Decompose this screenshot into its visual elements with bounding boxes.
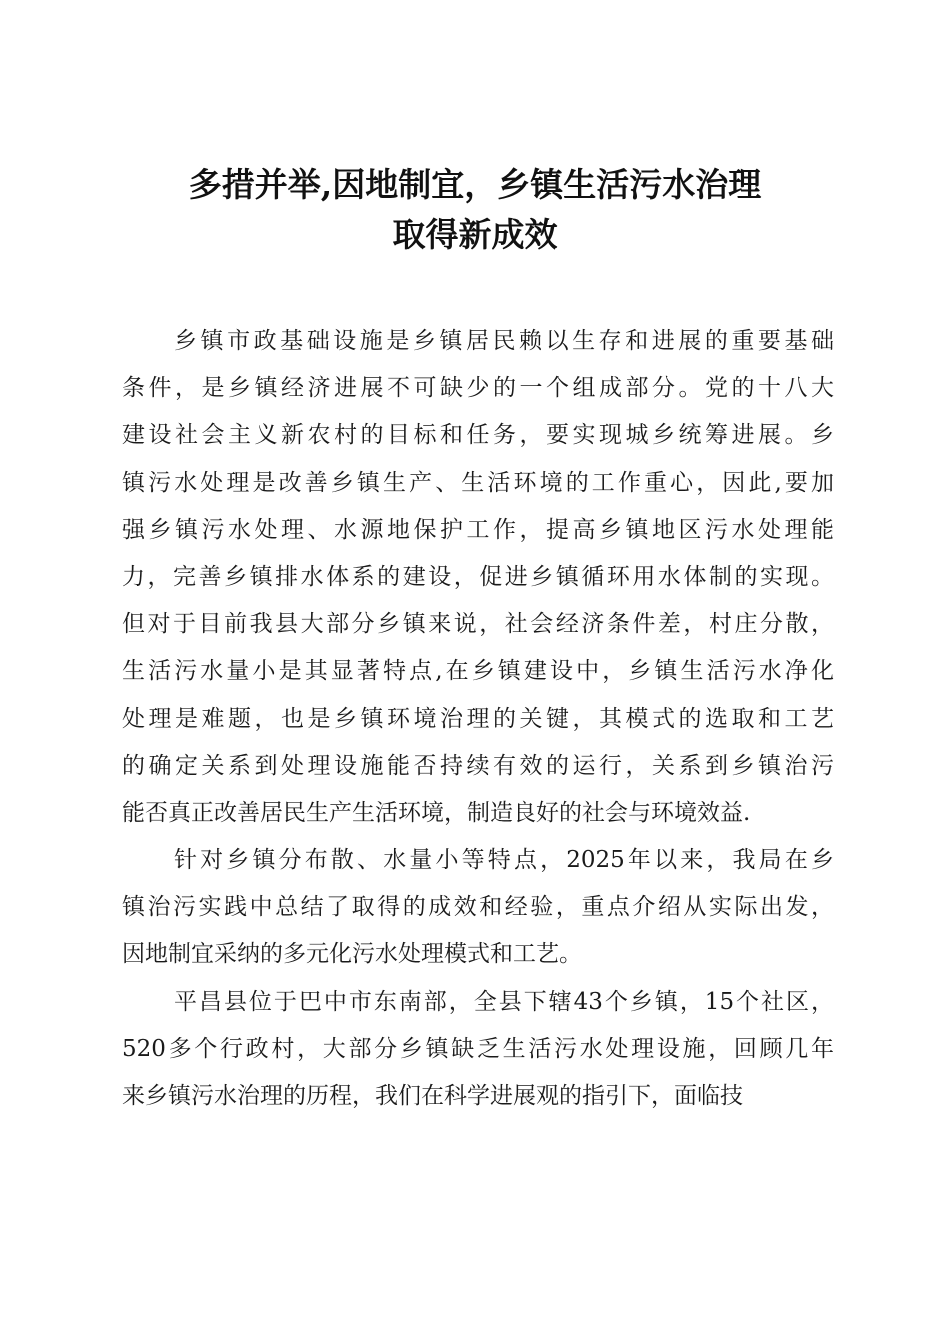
paragraph-line: 镇治污实践中总结了取得的成效和经验，重点介绍从实际出发， — [122, 894, 834, 921]
title-line-2: 取得新成效 — [392, 215, 558, 254]
document-title — [0, 160, 950, 260]
paragraph-line: 的确定关系到处理设施能否持续有效的运行，关系到乡镇治污 — [122, 752, 834, 779]
paragraph-line: 来乡镇污水治理的历程，我们在科学进展观的指引下，面临技 — [122, 1083, 743, 1109]
paragraph-1 — [122, 318, 834, 837]
paragraph-line: 因地制宜采纳的多元化污水处理模式和工艺。 — [122, 941, 582, 968]
paragraph-line: 能否真正改善居民生产生活环境，制造良好的社会与环境效益. — [122, 799, 751, 826]
paragraph-line: 镇污水处理是改善乡镇生产、生活环境的工作重心，因此,要加 — [122, 469, 834, 496]
paragraph-3 — [122, 979, 834, 1121]
paragraph-line: 520多个行政村，大部分乡镇缺乏生活污水处理设施，回顾几年 — [122, 1035, 834, 1062]
paragraph-line: 建设社会主义新农村的目标和任务，要实现城乡统筹进展。乡 — [122, 422, 834, 449]
paragraph-line: 平昌县位于巴中市东南部，全县下辖43个乡镇，15个社区， — [174, 988, 834, 1015]
document-body — [122, 318, 834, 1120]
paragraph-line: 力，完善乡镇排水体系的建设，促进乡镇循环用水体制的实现。 — [122, 563, 834, 590]
paragraph-line: 处理是难题，也是乡镇环境治理的关键，其模式的选取和工艺 — [122, 705, 834, 732]
paragraph-line: 条件，是乡镇经济进展不可缺少的一个组成部分。党的十八大 — [122, 375, 834, 402]
title-line-1: 多措并举,因地制宜，乡镇生活污水治理 — [188, 165, 762, 204]
paragraph-line: 强乡镇污水处理、水源地保护工作，提高乡镇地区污水处理能 — [122, 516, 834, 543]
paragraph-line: 针对乡镇分布散、水量小等特点，2025年以来，我局在乡 — [174, 847, 834, 874]
paragraph-2 — [122, 837, 834, 979]
paragraph-line: 但对于目前我县大部分乡镇来说，社会经济条件差，村庄分散， — [122, 611, 834, 638]
paragraph-line: 乡镇市政基础设施是乡镇居民赖以生存和进展的重要基础 — [174, 328, 834, 354]
paragraph-line: 生活污水量小是其显著特点,在乡镇建设中，乡镇生活污水净化 — [122, 658, 834, 685]
